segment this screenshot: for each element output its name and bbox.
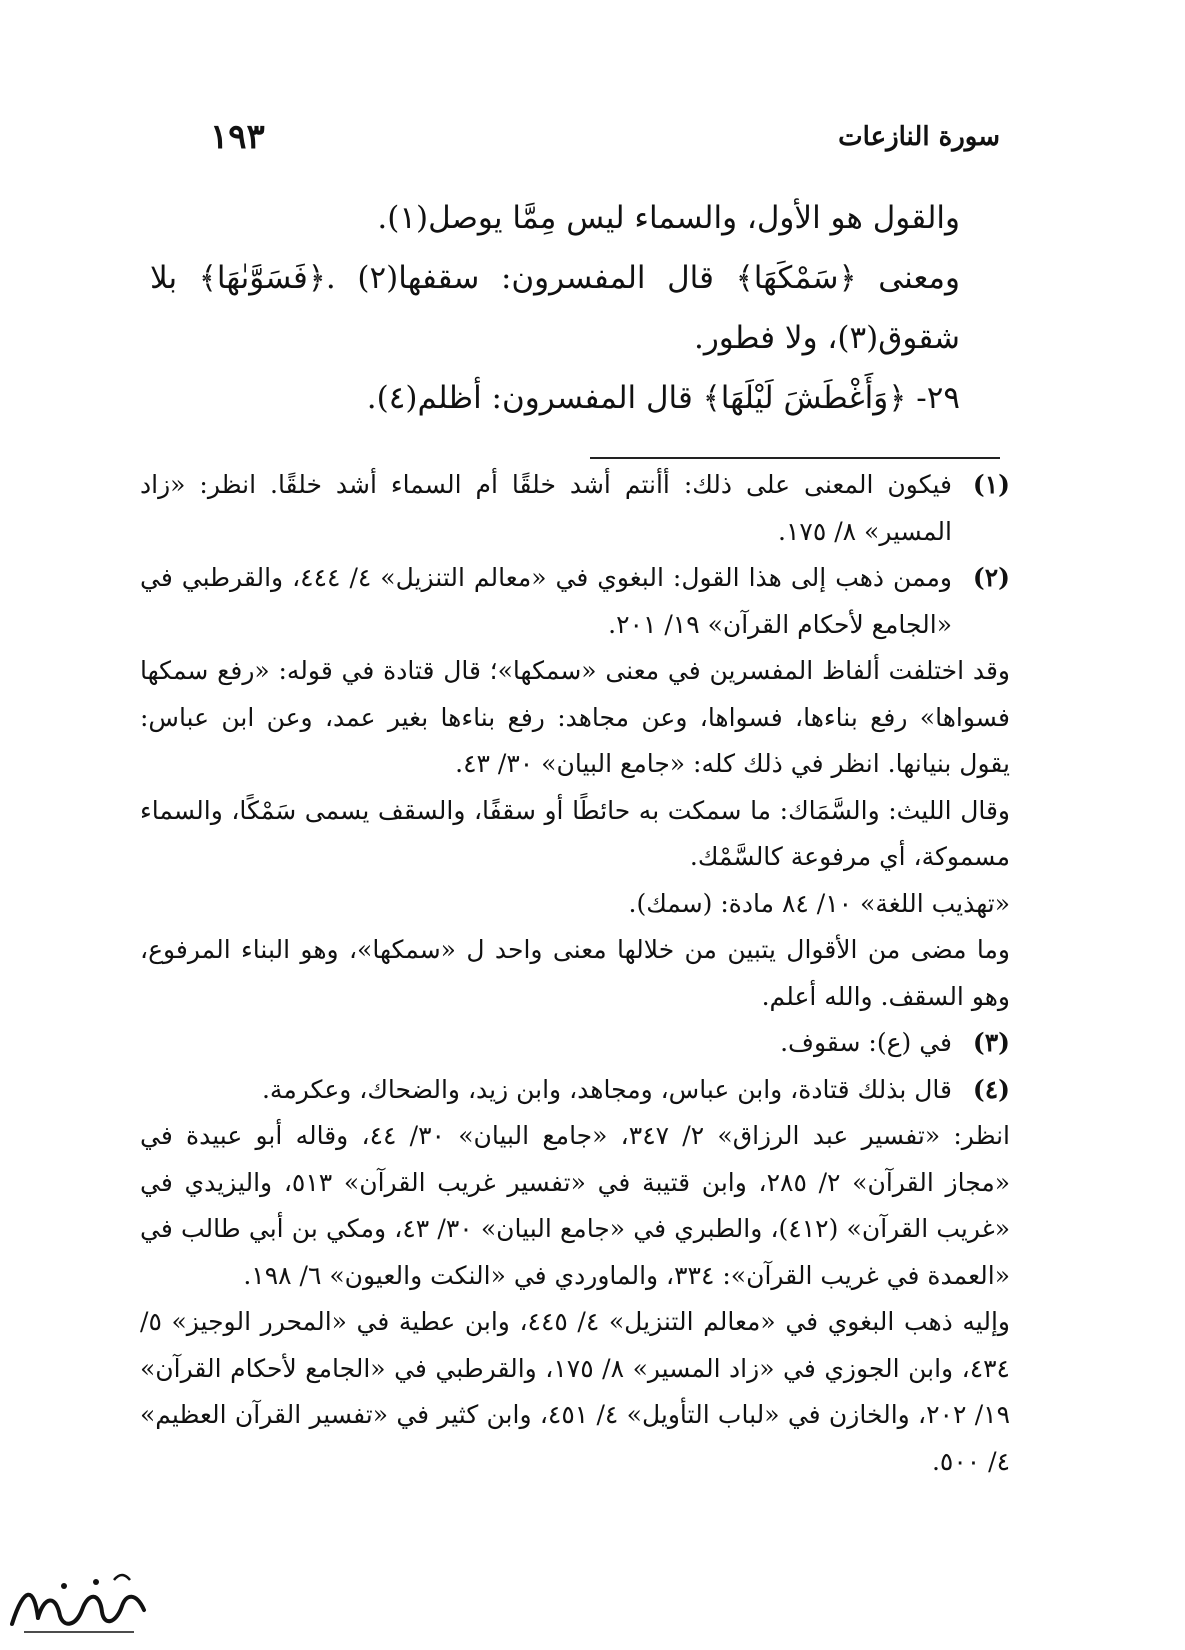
footnote-paragraph: انظر: «تفسير عبد الرزاق» ٢/ ٣٤٧، «جامع البيان» ٣٠/ ٤٤، وقاله أبو عبيدة في «مجاز القرآن» ٢/ ٢٨٥، وابن قتيبة في «تفسير غريب القرآن» ٥١٣، واليزيدي في «غريب القرآن» (٤١٢)، والطبري في «جامع البيان» ٣٠/ ٤٣، ومكي بن أبي طالب في «العمدة في غريب القرآن»: ٣٣٤، والماوردي في «النكت والعيون» ٦/ ١٩٨.: [140, 1121, 1011, 1290]
footnote-paragraph: وما مضى من الأقوال يتبين من خلالها معنى واحد ل «سمكها»، وهو البناء المرفوع، وهو السقف. والله أعلم.: [140, 935, 1010, 1011]
footnote-text: في (ع): سقوف.: [780, 1028, 952, 1057]
footnote-separator: [590, 457, 1000, 459]
footnote-text: قال بذلك قتادة، وابن عباس، ومجاهد، وابن زيد، والضحاك، وعكرمة.: [261, 1074, 952, 1104]
footnote-number: (٢): [972, 563, 1010, 592]
footnote-number: (٤): [972, 1074, 1010, 1104]
page-header: [210, 112, 1000, 162]
main-line: ومعنى ﴿سَمْكَهَا﴾ قال المفسرون: سقفها(٢) .﴿فَسَوَّىٰهَا﴾ بلا شقوق(٣)، ولا فطور.: [150, 260, 960, 356]
footnote-paragraph: وقد اختلفت ألفاظ المفسرين في معنى «سمكها»؛ قال قتادة في قوله: «رفع سمكها فسواها» رفع بناءها، فسواها، وعن مجاهد: رفع بناءها بغير عمد، وعن ابن عباس: يقول بنيانها. انظر في ذلك كله: «جامع البيان» ٣٠/ ٤٣.: [140, 656, 1010, 778]
footnote-3: [140, 1020, 1010, 1067]
main-line: والقول هو الأول، والسماء ليس مِمَّا يوصل(١).: [377, 200, 960, 236]
calligraphy-logo-icon: [4, 1566, 154, 1642]
page-number: ١٩٣: [210, 117, 265, 157]
footnote-number: (١): [972, 470, 1010, 499]
footnote-paragraph: وقال الليث: والسَّمَاك: ما سمكت به حائطًا أو سقفًا، والسقف يسمى سَمْكًا، والسماء مسموكة، أي مرفوعة كالسَّمْك.: [140, 795, 1010, 871]
footnote-4: [140, 1067, 1010, 1114]
main-text: [150, 188, 1000, 428]
footnote-number: (٣): [972, 1028, 1010, 1057]
footnote-2: [140, 555, 1010, 648]
footnotes: [140, 462, 1010, 1485]
surah-title: سورة النازعات: [838, 122, 1000, 152]
main-line-verse-29: ٢٩- ﴿وَأَغْطَشَ لَيْلَهَا﴾ قال المفسرون: أظلم(٤).: [366, 380, 960, 416]
publisher-logo: [4, 1566, 154, 1642]
footnote-paragraph: وإليه ذهب البغوي في «معالم التنزيل» ٤/ ٤٤٥، وابن عطية في «المحرر الوجيز» ٥/ ٤٣٤، وابن الجوزي في «زاد المسير» ٨/ ١٧٥، والقرطبي في «الجامع لأحكام القرآن» ١٩/ ٢٠٢، والخازن في «لباب التأويل» ٤/ ٤٥١، وابن كثير في «تفسير القرآن العظيم» ٤/ ٥٠٠.: [140, 1307, 1011, 1476]
footnote-1: [140, 462, 1010, 555]
footnote-paragraph: «تهذيب اللغة» ١٠/ ٨٤ مادة: (سمك).: [628, 888, 1010, 918]
footnote-text: فيكون المعنى على ذلك: أأنتم أشد خلقًا أم السماء أشد خلقًا. انظر: «زاد المسير» ٨/ ١٧٥.: [140, 470, 952, 546]
footnote-text: وممن ذهب إلى هذا القول: البغوي في «معالم التنزيل» ٤/ ٤٤٤، والقرطبي في «الجامع لأحكام القرآن» ١٩/ ٢٠١.: [140, 563, 952, 639]
